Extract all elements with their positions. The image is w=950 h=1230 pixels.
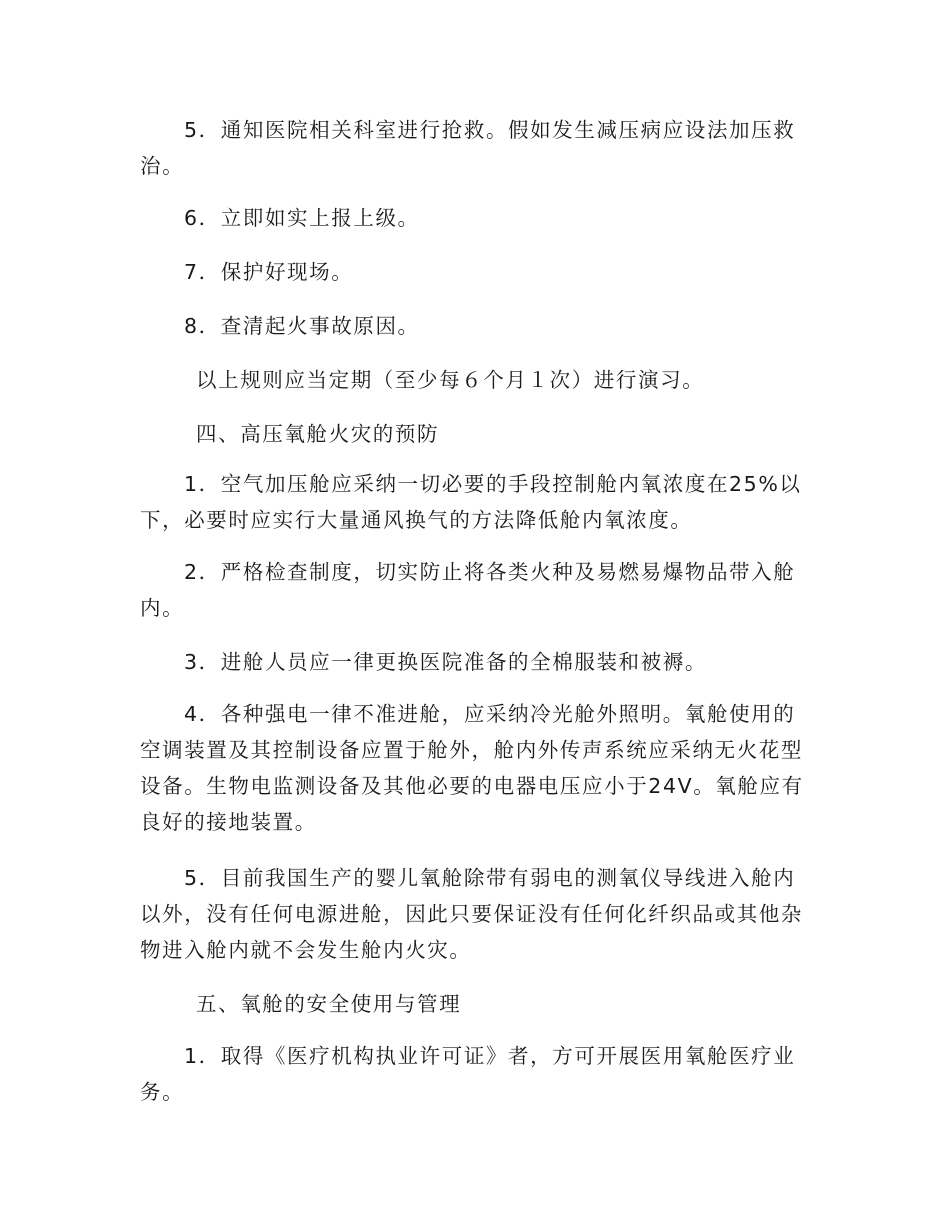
paragraph-prevention-4: 4．各种强电一律不准进舱，应采纳冷光舱外照明。氧舱使用的空调装置及其控制设备应置于舱外，舱内外传声系统应采纳无火花型设备。生物电监测设备及其他必要的电器电压应小于24V。氧舱应有良好的接地装置。 — [140, 702, 804, 834]
section-heading-safe-use: 五、氧舱的安全使用与管理 — [196, 992, 462, 1016]
paragraph-prevention-5: 5．目前我国生产的婴儿氧舱除带有弱电的测氧仪导线进入舱内以外，没有任何电源进舱，因此只要保证没有任何化纤织品或其他杂物进入舱内就不会发生舱内火灾。 — [140, 866, 803, 962]
paragraph-item-5-rescue: 5．通知医院相关科室进行抢救。假如发生减压病应设法加压救治。 — [140, 118, 796, 178]
paragraph-prevention-3: 3．进舱人员应一律更换医院准备的全棉服装和被褥。 — [184, 650, 707, 674]
paragraph-item-7-protect: 7．保护好现场。 — [184, 260, 354, 284]
paragraph-prevention-2: 2．严格检查制度，切实防止将各类火种及易燃易爆物品带入舱内。 — [140, 560, 796, 620]
paragraph-item-6-report: 6．立即如实上报上级。 — [184, 206, 420, 230]
paragraph-item-8-investigate: 8．查清起火事故原因。 — [184, 314, 420, 338]
paragraph-prevention-1: 1．空气加压舱应采纳一切必要的手段控制舱内氧浓度在25%以下，必要时应实行大量通风换气的方法降低舱内氧浓度。 — [140, 472, 802, 532]
paragraph-drill-note: 以上规则应当定期（至少每６个月１次）进行演习。 — [196, 368, 705, 392]
paragraph-safe-use-1: 1．取得《医疗机构执业许可证》者，方可开展医用氧舱医疗业务。 — [140, 1044, 796, 1104]
section-heading-fire-prevention: 四、高压氧舱火灾的预防 — [196, 422, 440, 446]
